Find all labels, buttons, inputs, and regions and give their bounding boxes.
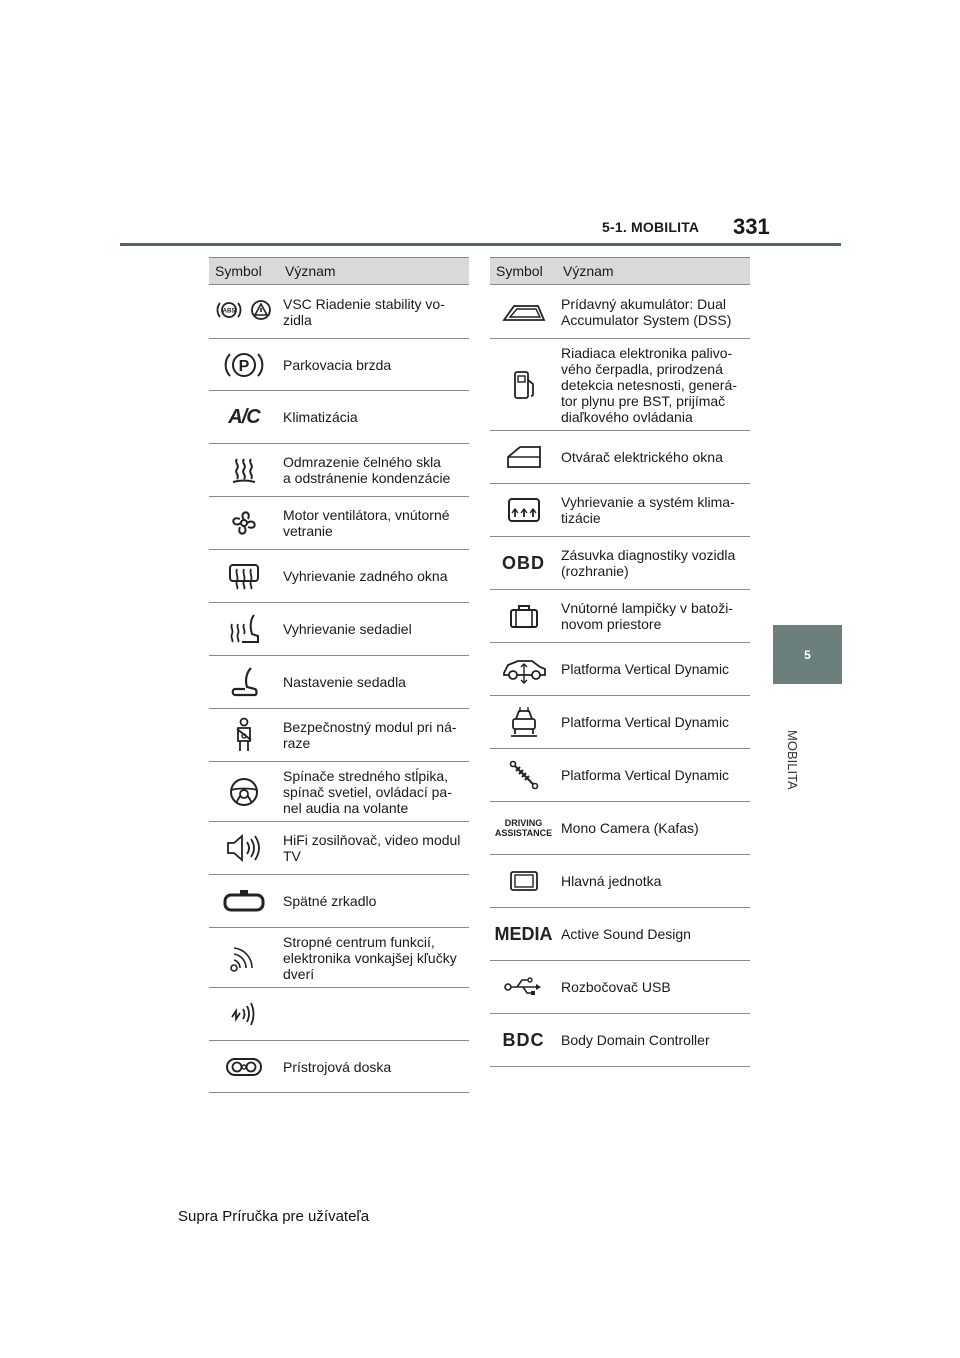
rearview-mirror-icon [222,888,266,914]
table-row [490,908,750,961]
table-row [490,855,750,908]
windshield-defrost-icon [229,455,259,485]
row-text: Nastavenie sedadla [279,656,469,709]
bdc-icon: BDC [502,1029,545,1050]
table-row [209,988,469,1041]
row-text: VSC Riadenie stability vo- zidla [279,285,469,339]
table-row [209,339,469,391]
climate-heating-icon [505,495,543,525]
abs-icon [216,299,242,321]
nfc-icon [228,1001,260,1027]
row-text: Parkovacia brzda [279,339,469,391]
table-row [490,590,750,643]
rear-window-heater-icon [227,561,261,591]
row-text: Platforma Vertical Dynamic [557,749,750,802]
antenna-signal-icon [228,942,260,974]
table-row [490,285,750,339]
instrument-cluster-icon [224,1056,264,1078]
col-meaning-header: Význam [557,258,750,285]
row-text [279,988,469,1041]
row-text: Hlavná jednotka [557,855,750,908]
table-row [209,550,469,603]
row-text: Vyhrievanie a systém klima- tizácie [557,484,750,537]
row-text: Motor ventilátora, vnútorné vetranie [279,497,469,550]
row-text: Vyhrievanie sedadiel [279,603,469,656]
table-row [490,339,750,431]
row-text: Active Sound Design [557,908,750,961]
col-symbol-header: Symbol [490,258,557,285]
row-text: Body Domain Controller [557,1014,750,1067]
trunk-light-icon [507,602,541,630]
seat-heater-icon [226,612,262,646]
table-row [209,391,469,444]
speaker-icon [224,832,264,864]
chapter-number: 5 [804,647,811,662]
parking-brake-icon [224,348,264,382]
table-row [490,802,750,855]
table-row [490,643,750,696]
table-row [209,762,469,822]
row-text: HiFi zosilňovač, video modul TV [279,822,469,875]
chapter-label: MOBILITA [785,730,800,790]
table-row [490,431,750,484]
vertical-dynamic-car-side-icon [500,653,548,685]
fan-icon [228,507,260,539]
seat-adjust-icon [227,665,261,699]
row-text: Rozbočovač USB [557,961,750,1014]
footer-text: Supra Príručka pre užívateľa [178,1208,370,1225]
table-row [490,537,750,590]
left-symbol-table [209,257,469,1093]
media-icon: MEDIA [494,923,553,944]
table-row [209,603,469,656]
svg-text:ABS: ABS [222,308,236,315]
driving-assistance-icon: DRIVING ASSISTANCE [494,817,553,838]
table-row [209,444,469,497]
row-text: Mono Camera (Kafas) [557,802,750,855]
power-window-icon [504,443,544,471]
row-text: Stropné centrum funkcií, elektronika vonkajšej kľučky dverí [279,928,469,988]
table-row [490,749,750,802]
page-number: 331 [733,214,770,239]
col-symbol-header: Symbol [209,258,279,285]
row-text: Bezpečnostný modul pri ná- raze [279,709,469,762]
vertical-dynamic-car-front-icon [507,705,541,739]
table-row [490,696,750,749]
section-title: 5-1. MOBILITA [602,219,700,235]
table-row [209,1041,469,1093]
ac-icon: A/C [228,405,260,428]
row-text: Vnútorné lampičky v batoži- novom priestore [557,590,750,643]
table-row [209,875,469,928]
row-text: Vyhrievanie zadného okna [279,550,469,603]
table-row [209,822,469,875]
row-text: Zásuvka diagnostiky vozidla (rozhranie) [557,537,750,590]
row-text: Spätné zrkadlo [279,875,469,928]
head-unit-icon [508,869,540,893]
row-text: Otvárač elektrického okna [557,431,750,484]
row-text: Klimatizácia [279,391,469,444]
table-row [209,709,469,762]
usb-icon [503,976,545,998]
fuel-pump-icon [511,368,537,402]
row-text: Prístrojová doska [279,1041,469,1093]
row-text: Platforma Vertical Dynamic [557,643,750,696]
header-divider [120,243,841,246]
row-text: Spínače stredného stĺpika, spínač svetiel, ovládací pa- nel audia na volante [279,762,469,822]
table-row [490,484,750,537]
svg-text:P: P [238,357,250,375]
table-row [209,285,469,339]
chapter-tab [773,625,842,684]
airbag-icon [229,717,259,753]
dual-accumulator-icon [500,300,548,324]
row-text: Prídavný akumulátor: Dual Accumulator System (DSS) [557,285,750,339]
table-row [209,928,469,988]
steering-wheel-icon [227,775,261,809]
table-row [209,656,469,709]
table-row [209,497,469,550]
vsc-warning-icon [250,299,272,321]
obd-icon: OBD [502,552,545,573]
right-symbol-table [490,257,750,1067]
row-text: Platforma Vertical Dynamic [557,696,750,749]
table-row [490,961,750,1014]
row-text: Riadiaca elektronika palivo- vého čerpadla, prirodzená detekcia netesnosti, generá- tor plynu pre BST, prijímač diaľkového ovládania [557,339,750,431]
shock-absorber-icon [508,759,540,791]
col-meaning-header: Význam [279,258,469,285]
row-text: Odmrazenie čelného skla a odstránenie kondenzácie [279,444,469,497]
table-row [490,1014,750,1067]
